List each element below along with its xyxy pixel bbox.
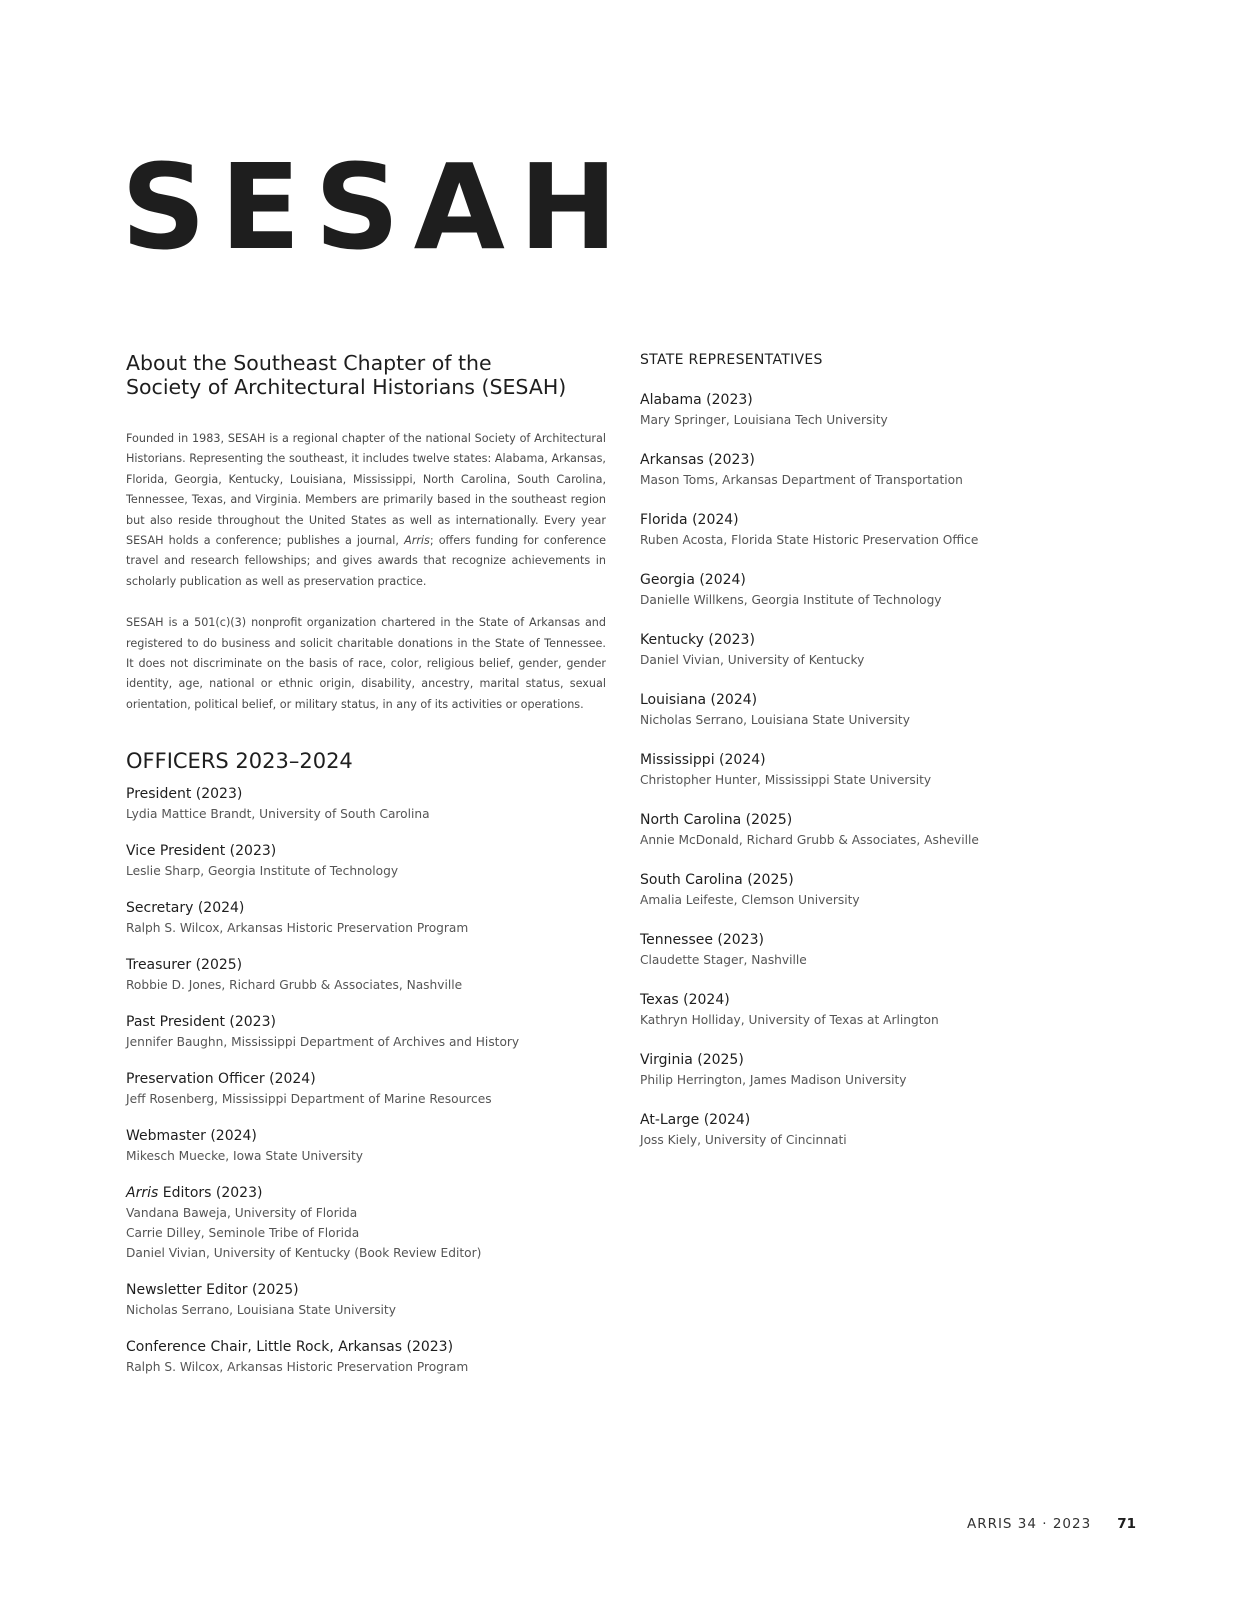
state-name: Kentucky (2023) xyxy=(640,632,755,648)
state-rep-entry xyxy=(640,1050,1100,1090)
officer-name: Vandana Baweja, University of Florida xyxy=(126,1206,358,1221)
officer-role: President (2023) xyxy=(126,786,243,803)
state-rep-entry xyxy=(640,870,1100,910)
state-name: Alabama (2023) xyxy=(640,392,753,408)
state-name: Florida (2024) xyxy=(640,512,739,528)
page-footer xyxy=(967,1516,1136,1532)
journal-title: Arris xyxy=(404,534,430,548)
officer-entry xyxy=(126,1337,606,1377)
state-name: Louisiana (2024) xyxy=(640,692,758,708)
left-column xyxy=(126,351,606,1394)
state-name: Tennessee (2023) xyxy=(640,932,764,948)
state-name: Arkansas (2023) xyxy=(640,452,755,468)
officer-name: Jeff Rosenberg, Mississippi Department of Marine Resources xyxy=(126,1092,492,1107)
officer-entry xyxy=(126,784,606,824)
state-rep-name: Christopher Hunter, Mississippi State University xyxy=(640,773,932,787)
officer-role: Treasurer (2025) xyxy=(126,957,243,974)
officer-role: Conference Chair, Little Rock, Arkansas (2023) xyxy=(126,1339,454,1356)
page-number: 71 xyxy=(1117,1516,1136,1532)
state-name: Texas (2024) xyxy=(640,992,730,1008)
about-heading-line: Society of Architectural Historians (SESAH) xyxy=(126,375,567,399)
state-rep-entry xyxy=(640,450,1100,490)
state-name: South Carolina (2025) xyxy=(640,872,794,888)
officer-entry xyxy=(126,1126,606,1166)
state-rep-name: Daniel Vivian, University of Kentucky xyxy=(640,653,865,667)
state-rep-name: Amalia Leifeste, Clemson University xyxy=(640,893,860,907)
state-rep-name: Philip Herrington, James Madison University xyxy=(640,1073,907,1087)
officer-role-text: Editors (2023) xyxy=(158,1185,263,1202)
officers-list xyxy=(126,784,606,1377)
state-name: Georgia (2024) xyxy=(640,572,746,588)
state-rep-name: Mason Toms, Arkansas Department of Transportation xyxy=(640,473,963,487)
officers-heading: OFFICERS 2023–2024 xyxy=(126,749,353,774)
journal-title: Arris xyxy=(126,1185,159,1202)
officer-role xyxy=(126,1183,606,1203)
officer-name: Robbie D. Jones, Richard Grubb & Associates, Nashville xyxy=(126,978,463,993)
officer-entry xyxy=(126,1280,606,1320)
about-paragraph-text: Founded in 1983, SESAH is a regional chapter of the national Society of Architectural Historians. Representing the southeast, it includes twelve states: Alabama, Arkansas, Florida, Georgia, Kentucky, Louisiana, Mississippi, North Carolina, South Carolina, Tennessee, Texas, and Virginia. Members are primarily based in the southeast region but also reside throughout the United States as well as internationally. Every year SESAH holds a conference; publishes a journal, xyxy=(126,432,606,548)
about-paragraph-text: ; offers funding for conference travel and research fellowships; and gives awards that recognize achievements in scholarly publication as well as preservation practice. xyxy=(126,534,607,588)
officer-role: Newsletter Editor (2025) xyxy=(126,1282,299,1299)
state-name: Virginia (2025) xyxy=(640,1052,744,1068)
right-column xyxy=(640,351,1100,1170)
officer-name: Daniel Vivian, University of Kentucky (Book Review Editor) xyxy=(126,1246,482,1261)
officer-entry xyxy=(126,898,606,938)
state-rep-name: Kathryn Holliday, University of Texas at Arlington xyxy=(640,1013,939,1027)
state-rep-entry xyxy=(640,570,1100,610)
state-rep-name: Claudette Stager, Nashville xyxy=(640,953,807,967)
state-name: At-Large (2024) xyxy=(640,1112,751,1128)
state-rep-entry xyxy=(640,1110,1100,1150)
about-heading xyxy=(126,351,606,399)
state-rep-entry xyxy=(640,690,1100,730)
officer-role: Vice President (2023) xyxy=(126,843,277,860)
officer-name: Ralph S. Wilcox, Arkansas Historic Preservation Program xyxy=(126,921,469,936)
state-rep-name: Joss Kiely, University of Cincinnati xyxy=(640,1133,847,1147)
officer-name: Leslie Sharp, Georgia Institute of Technology xyxy=(126,864,399,879)
state-rep-entry xyxy=(640,390,1100,430)
officer-role: Webmaster (2024) xyxy=(126,1128,257,1145)
officer-role: Secretary (2024) xyxy=(126,900,245,917)
officer-name: Ralph S. Wilcox, Arkansas Historic Preservation Program xyxy=(126,1360,469,1375)
state-rep-name: Annie McDonald, Richard Grubb & Associates, Asheville xyxy=(640,833,979,847)
officer-name: Lydia Mattice Brandt, University of South Carolina xyxy=(126,807,430,822)
state-rep-entry xyxy=(640,510,1100,550)
about-heading-line: About the Southeast Chapter of the xyxy=(126,351,492,375)
state-reps-heading: STATE REPRESENTATIVES xyxy=(640,352,823,368)
officer-entry xyxy=(126,955,606,995)
officer-entry xyxy=(126,1012,606,1052)
officer-role: Past President (2023) xyxy=(126,1014,276,1031)
state-rep-entry xyxy=(640,630,1100,670)
state-rep-entry xyxy=(640,810,1100,850)
officer-entry xyxy=(126,1069,606,1109)
officer-name: Jennifer Baughn, Mississippi Department of Archives and History xyxy=(126,1035,520,1050)
state-rep-entry xyxy=(640,990,1100,1030)
masthead-title: SESAH xyxy=(121,138,632,276)
state-rep-entry xyxy=(640,750,1100,790)
officer-name: Carrie Dilley, Seminole Tribe of Florida xyxy=(126,1226,360,1241)
journal-issue: ARRIS 34 · 2023 xyxy=(966,1516,1092,1532)
officer-entry-editors xyxy=(126,1183,606,1263)
officer-entry xyxy=(126,841,606,881)
state-rep-name: Mary Springer, Louisiana Tech University xyxy=(640,413,888,427)
state-reps-list xyxy=(640,390,1100,1150)
officer-role: Preservation Officer (2024) xyxy=(126,1071,316,1088)
officer-name: Mikesch Muecke, Iowa State University xyxy=(126,1149,363,1164)
state-rep-name: Ruben Acosta, Florida State Historic Preservation Office xyxy=(640,533,979,547)
about-paragraph xyxy=(126,429,606,592)
state-rep-entry xyxy=(640,930,1100,970)
state-rep-name: Nicholas Serrano, Louisiana State University xyxy=(640,713,910,727)
state-name: North Carolina (2025) xyxy=(640,812,793,828)
state-name: Mississippi (2024) xyxy=(640,752,766,768)
officer-name: Nicholas Serrano, Louisiana State University xyxy=(126,1303,396,1318)
state-rep-name: Danielle Willkens, Georgia Institute of Technology xyxy=(640,593,942,607)
nonprofit-paragraph: SESAH is a 501(c)(3) nonprofit organization chartered in the State of Arkansas and registered to do business and solicit charitable donations in the State of Tennessee. It does not discriminate on the basis of race, color, religious belief, gender, gender identity, age, national or ethnic origin, disability, ancestry, marital status, sexual orientation, political belief, or military status, in any of its activities or operations. xyxy=(126,616,606,711)
